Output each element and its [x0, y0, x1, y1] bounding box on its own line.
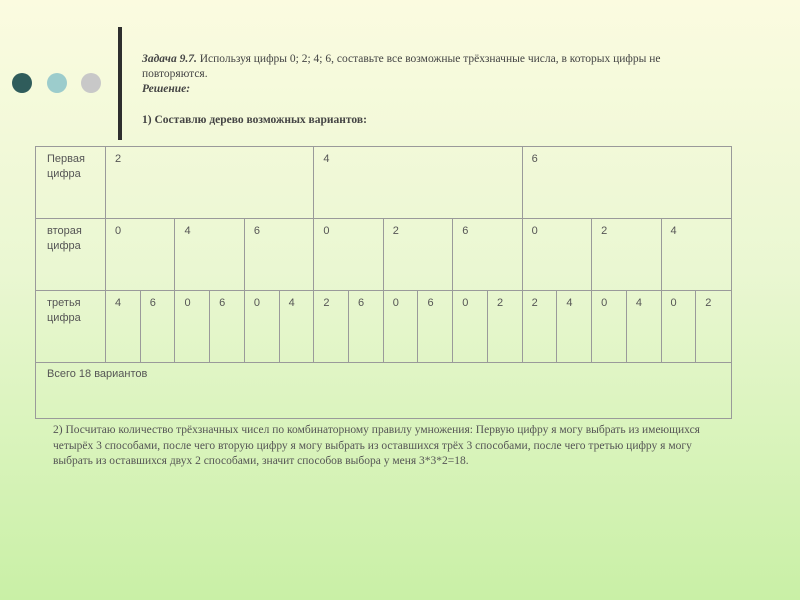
third-digit-cell: 2 — [488, 291, 523, 362]
total-row — [36, 363, 731, 419]
third-digit-cell: 2 — [523, 291, 558, 362]
second-digit-cell: 2 — [384, 219, 453, 290]
second-digit-cell: 6 — [453, 219, 522, 290]
decor-dot-dark — [12, 73, 32, 93]
third-digit-cell: 4 — [627, 291, 662, 362]
row-label: вторая цифра — [36, 219, 106, 290]
decor-dot-light — [47, 73, 67, 93]
task-text: Используя цифры 0; 2; 4; 6, составьте все возможные трёхзначные числа, в которых цифры не повторяются. — [142, 53, 661, 80]
third-digit-cell: 4 — [106, 291, 141, 362]
row-label: Первая цифра — [36, 147, 106, 218]
first-digit-cell: 2 — [106, 147, 314, 218]
task-number: Задача 9.7. — [142, 53, 197, 65]
step-two: 2) Посчитаю количество трёхзначных чисел по комбинаторному правилу умножения: Первую цифру я могу выбрать из имеющихся четырёх 3 способами, после чего вторую цифру я могу выбрать из оставшихся трёх 3 способами, после чего третью цифру я могу выбрать из оставшихся двух 2 способами, значит способов выбора у меня 3*3*2=18. — [53, 424, 700, 467]
second-digit-cell: 4 — [175, 219, 244, 290]
decor-vertical-bar — [118, 27, 122, 140]
solution-label: Решение: — [142, 83, 191, 95]
second-digit-cell: 0 — [106, 219, 175, 290]
third-digit-cell: 0 — [453, 291, 488, 362]
first-digit-cell: 4 — [314, 147, 522, 218]
variants-tree-table — [35, 146, 732, 419]
second-digit-cell: 4 — [670, 225, 677, 237]
second-digit-cell: 0 — [523, 219, 592, 290]
second-digit-cell: 0 — [314, 219, 383, 290]
second-digit-row — [36, 219, 731, 291]
third-digit-row — [36, 291, 731, 363]
first-digit-cell: 6 — [531, 153, 538, 165]
row-label: третья цифра — [36, 291, 106, 362]
decor-dot-gray — [81, 73, 101, 93]
total-text: Всего 18 вариантов — [47, 368, 148, 380]
third-digit-cell: 0 — [384, 291, 419, 362]
third-digit-cell: 0 — [592, 291, 627, 362]
task-header — [142, 52, 702, 128]
third-digit-cell: 0 — [662, 291, 697, 362]
third-digit-cell: 6 — [419, 291, 454, 362]
third-digit-cell: 6 — [349, 291, 384, 362]
third-digit-cell: 0 — [175, 291, 210, 362]
task-statement — [142, 52, 702, 82]
third-digit-cell: 0 — [245, 291, 280, 362]
third-digit-cell: 6 — [141, 291, 176, 362]
third-digit-cell: 6 — [210, 291, 245, 362]
third-digit-cell: 4 — [557, 291, 592, 362]
first-digit-row — [36, 147, 731, 219]
second-digit-cell: 6 — [245, 219, 314, 290]
step-one: 1) Составлю дерево возможных вариантов: — [142, 114, 367, 126]
third-digit-cell: 2 — [314, 291, 349, 362]
third-digit-cell: 4 — [280, 291, 315, 362]
second-digit-cell: 2 — [592, 219, 661, 290]
third-digit-cell: 2 — [705, 297, 712, 309]
